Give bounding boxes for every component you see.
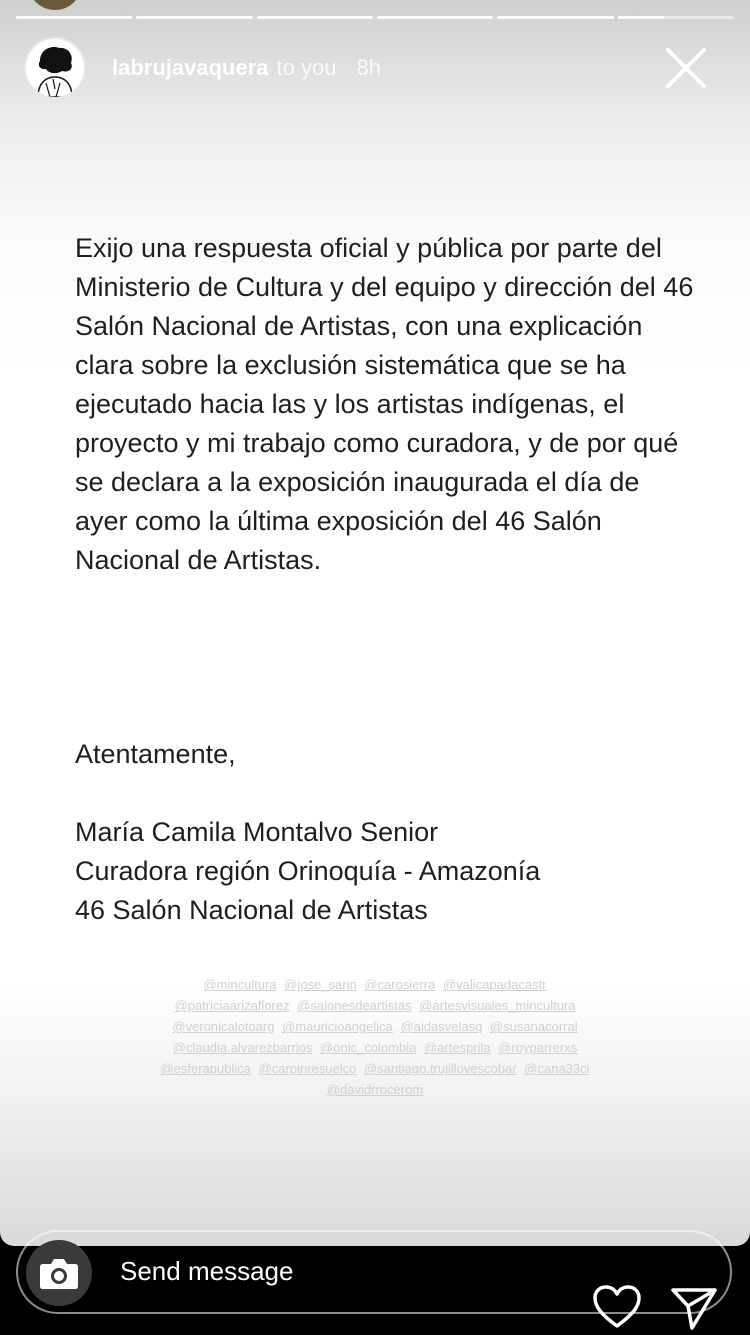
story-progress-fill <box>257 16 373 19</box>
story-progress-bar <box>16 16 734 19</box>
camera-button[interactable] <box>26 1240 92 1306</box>
story-progress-segment <box>497 16 613 19</box>
story-progress-fill <box>16 16 132 19</box>
mention-tag[interactable]: @veronicalotoarg <box>172 1019 275 1034</box>
mention-tag[interactable]: @susanacorral <box>489 1019 578 1034</box>
signature-name: María Camila Montalvo Senior <box>75 817 439 847</box>
mention-tag[interactable]: @salonesdeartistas <box>297 998 412 1013</box>
letter-body <box>75 229 695 580</box>
story-progress-fill <box>377 16 493 19</box>
letter-signature <box>75 813 540 930</box>
story-progress-segment <box>136 16 252 19</box>
story-progress-fill <box>618 16 665 19</box>
story-progress-fill <box>136 16 252 19</box>
close-icon[interactable] <box>662 44 710 92</box>
mention-tag[interactable]: @carpinresuelco <box>258 1061 357 1076</box>
signature-role: Curadora región Orinoquía - Amazonía <box>75 856 541 886</box>
paper-plane-icon[interactable] <box>670 1286 718 1330</box>
mention-tag[interactable]: @santiago.trujillovescobar <box>363 1061 517 1076</box>
mention-tag[interactable]: @royparrerxs <box>498 1040 578 1055</box>
mention-tag[interactable]: @jose_sarin <box>284 977 357 992</box>
mention-tag[interactable]: @onic_colombia <box>320 1040 417 1055</box>
send-message-placeholder[interactable]: Send message <box>120 1256 294 1286</box>
mention-tag[interactable]: @artesprila <box>423 1040 491 1055</box>
signature-event: 46 Salón Nacional de Artistas <box>75 895 428 925</box>
mention-tag[interactable]: @aidasvelasq <box>400 1019 483 1034</box>
mention-tag[interactable]: @esferapublica <box>160 1061 251 1076</box>
camera-icon <box>39 1256 79 1290</box>
previous-story-avatar <box>28 0 82 10</box>
mention-tag[interactable]: @carosierra <box>364 977 436 992</box>
story-progress-fill <box>497 16 613 19</box>
story-progress-segment <box>16 16 132 19</box>
mention-tag[interactable]: @cana33ci <box>524 1061 590 1076</box>
mention-tags <box>150 974 600 1100</box>
story-timestamp: 8h <box>356 55 381 80</box>
mention-tag[interactable]: @artesvisuales_mincultura <box>419 998 576 1013</box>
story-progress-segment <box>257 16 373 19</box>
avatar-illustration-icon <box>26 39 84 97</box>
mention-tag[interactable]: @valicapadacastr <box>442 977 547 992</box>
story-recipient-label: to you <box>276 55 337 80</box>
mention-tag[interactable]: @claudia.alvarezbarrios <box>172 1040 313 1055</box>
mention-tag[interactable]: @davidrrocerom <box>326 1082 424 1097</box>
letter-paragraph: Exijo una respuesta oficial y pública por parte del Ministerio de Cultura y del equipo y dirección del 46 Salón Nacional de Artistas, con una explicación clara sobre la exclusión sistemática que se ha ejecutado hacia las y los artistas indígenas, el proyecto y mi trabajo como curadora, y de por qué se declara a la exposición inaugurada el día de ayer como la última exposición del 46 Salón Nacional de Artistas. <box>75 233 694 575</box>
mention-tag[interactable]: @mauricioangelica <box>282 1019 393 1034</box>
heart-icon[interactable] <box>592 1284 642 1330</box>
letter-sign-off: Atentamente, <box>75 739 236 769</box>
story-username[interactable]: labrujavaquera <box>112 55 269 80</box>
reply-bar <box>0 1246 750 1334</box>
mention-tag[interactable]: @mincultura <box>203 977 277 992</box>
story-progress-segment <box>377 16 493 19</box>
avatar[interactable] <box>24 37 86 99</box>
mention-tag[interactable]: @patriciaarizaflorez <box>174 998 290 1013</box>
story-progress-segment <box>618 16 734 19</box>
story-header <box>24 36 726 100</box>
